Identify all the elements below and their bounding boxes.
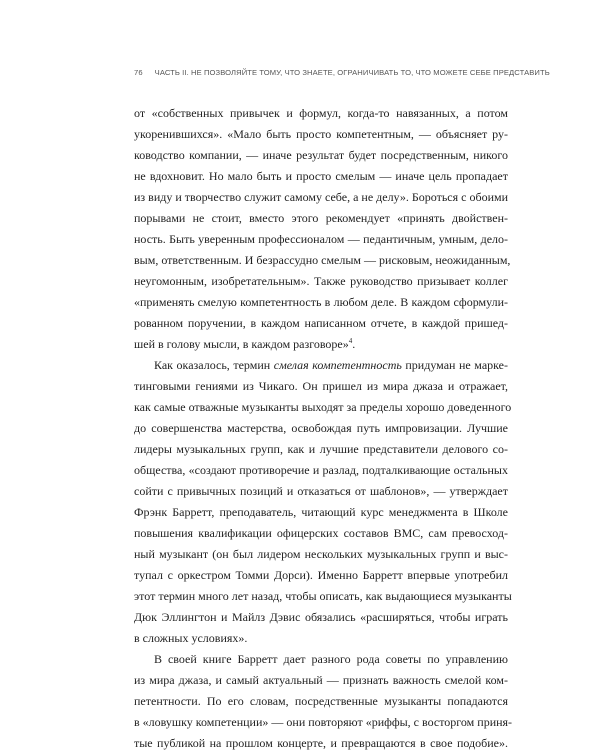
text-line: Дюк Эллингтон и Майлз Дэвис обязались «расширяться, чтобы играть bbox=[134, 610, 508, 624]
text-line: до совершенства мастерства, освобождая путь импровизации. Лучшие bbox=[134, 421, 508, 435]
text-fragment: Как оказалось, термин bbox=[154, 358, 274, 372]
text-line: петентности. По его словам, посредственные музыканты попадаются bbox=[134, 694, 508, 708]
paragraph bbox=[134, 103, 511, 355]
italic-term: смелая компетентность bbox=[273, 358, 402, 372]
text-line: тупал с оркестром Томми Дорси). Именно Барретт впервые употребил bbox=[134, 568, 508, 582]
running-head bbox=[134, 68, 550, 77]
text-line: в «ловушку компетенции» — они повторяют «риффы, с восторгом приня- bbox=[134, 715, 513, 729]
text-line: ность. Быть уверенным профессионалом — педантичным, умным, дело- bbox=[134, 232, 508, 246]
text-line: укоренившихся». «Мало быть просто компетентным, — объясняет ру- bbox=[134, 127, 508, 141]
footnote-reference[interactable]: 4 bbox=[348, 337, 353, 345]
text-line: В своей книге Барретт дает разного рода советы по управлению bbox=[154, 652, 508, 666]
paragraph bbox=[134, 355, 512, 649]
body-text bbox=[134, 103, 513, 754]
paragraph bbox=[134, 649, 513, 754]
text-line: в сложных условиях». bbox=[134, 631, 248, 645]
text-line: не вдохновит. Но мало быть и просто смелым — иначе цель пропадает bbox=[134, 169, 508, 183]
text-line: из мира джаза, и самый актуальный — признать важность смелой ком- bbox=[134, 673, 508, 687]
text-line: тинговыми гениями из Чикаго. Он пришел из мира джаза и отражает, bbox=[134, 379, 508, 393]
text-line-tail: . bbox=[352, 337, 356, 351]
text-line: вым, ответственным. И безрассудно смелым — рисковым, неожиданным, bbox=[134, 253, 511, 267]
text-line-content: шей в голову мысли, в каждом разговоре» bbox=[134, 337, 349, 351]
text-line: от «собственных привычек и формул, когда-то навязанных, а потом bbox=[134, 106, 508, 120]
text-line: порывами не стоит, вместо этого рекомендует «принять двойствен- bbox=[134, 211, 508, 225]
text-fragment: придуман не марке- bbox=[401, 358, 508, 372]
text-line: как самые отважные музыканты выходят за пределы хорошо доведенного bbox=[134, 400, 512, 414]
text-line bbox=[134, 334, 508, 355]
text-line: неугомонным, изобретательным». Также руководство призывает коллег bbox=[134, 274, 508, 288]
text-line: ководство компании, — иначе результат будет посредственным, никого bbox=[134, 148, 508, 162]
text-line: Фрэнк Барретт, преподаватель, читающий курс менеджмента в Школе bbox=[134, 505, 508, 519]
text-line: повышения квалификации офицерских составов ВМС, сам превосход- bbox=[134, 526, 508, 540]
text-line: этот термин много лет назад, чтобы описать, как выдающиеся музыканты bbox=[134, 589, 512, 603]
text-line: общества, «создают противоречие и разлад, подталкивающие остальных bbox=[134, 463, 508, 477]
chapter-title: ЧАСТЬ II. НЕ ПОЗВОЛЯЙТЕ ТОМУ, ЧТО ЗНАЕТЕ, ОГРАНИЧИВАТЬ ТО, ЧТО МОЖЕТЕ СЕБЕ ПРЕДСТАВИТЬ bbox=[154, 68, 550, 77]
text-line: сойти с привычных позиций и отказаться от шаблонов», — утверждает bbox=[134, 484, 508, 498]
text-line: «применять смелую компетентность в любом деле. В каждом сформули- bbox=[134, 295, 508, 309]
text-line: из виду и творчество служит самому себе, а не делу». Бороться с обоими bbox=[134, 190, 509, 204]
text-line: лидеры музыкальных групп, как и лучшие представители делового со- bbox=[134, 442, 508, 456]
text-line: тые публикой на прошлом концерте, и превращаются в свое подобие». bbox=[134, 736, 508, 750]
text-line bbox=[134, 355, 508, 376]
text-line: рованном поручении, в каждом написанном отчете, в каждой пришед- bbox=[134, 316, 508, 330]
text-line: ный музыкант (он был лидером нескольких музыкальных групп и выс- bbox=[134, 547, 508, 561]
page-number: 76 bbox=[134, 68, 143, 77]
